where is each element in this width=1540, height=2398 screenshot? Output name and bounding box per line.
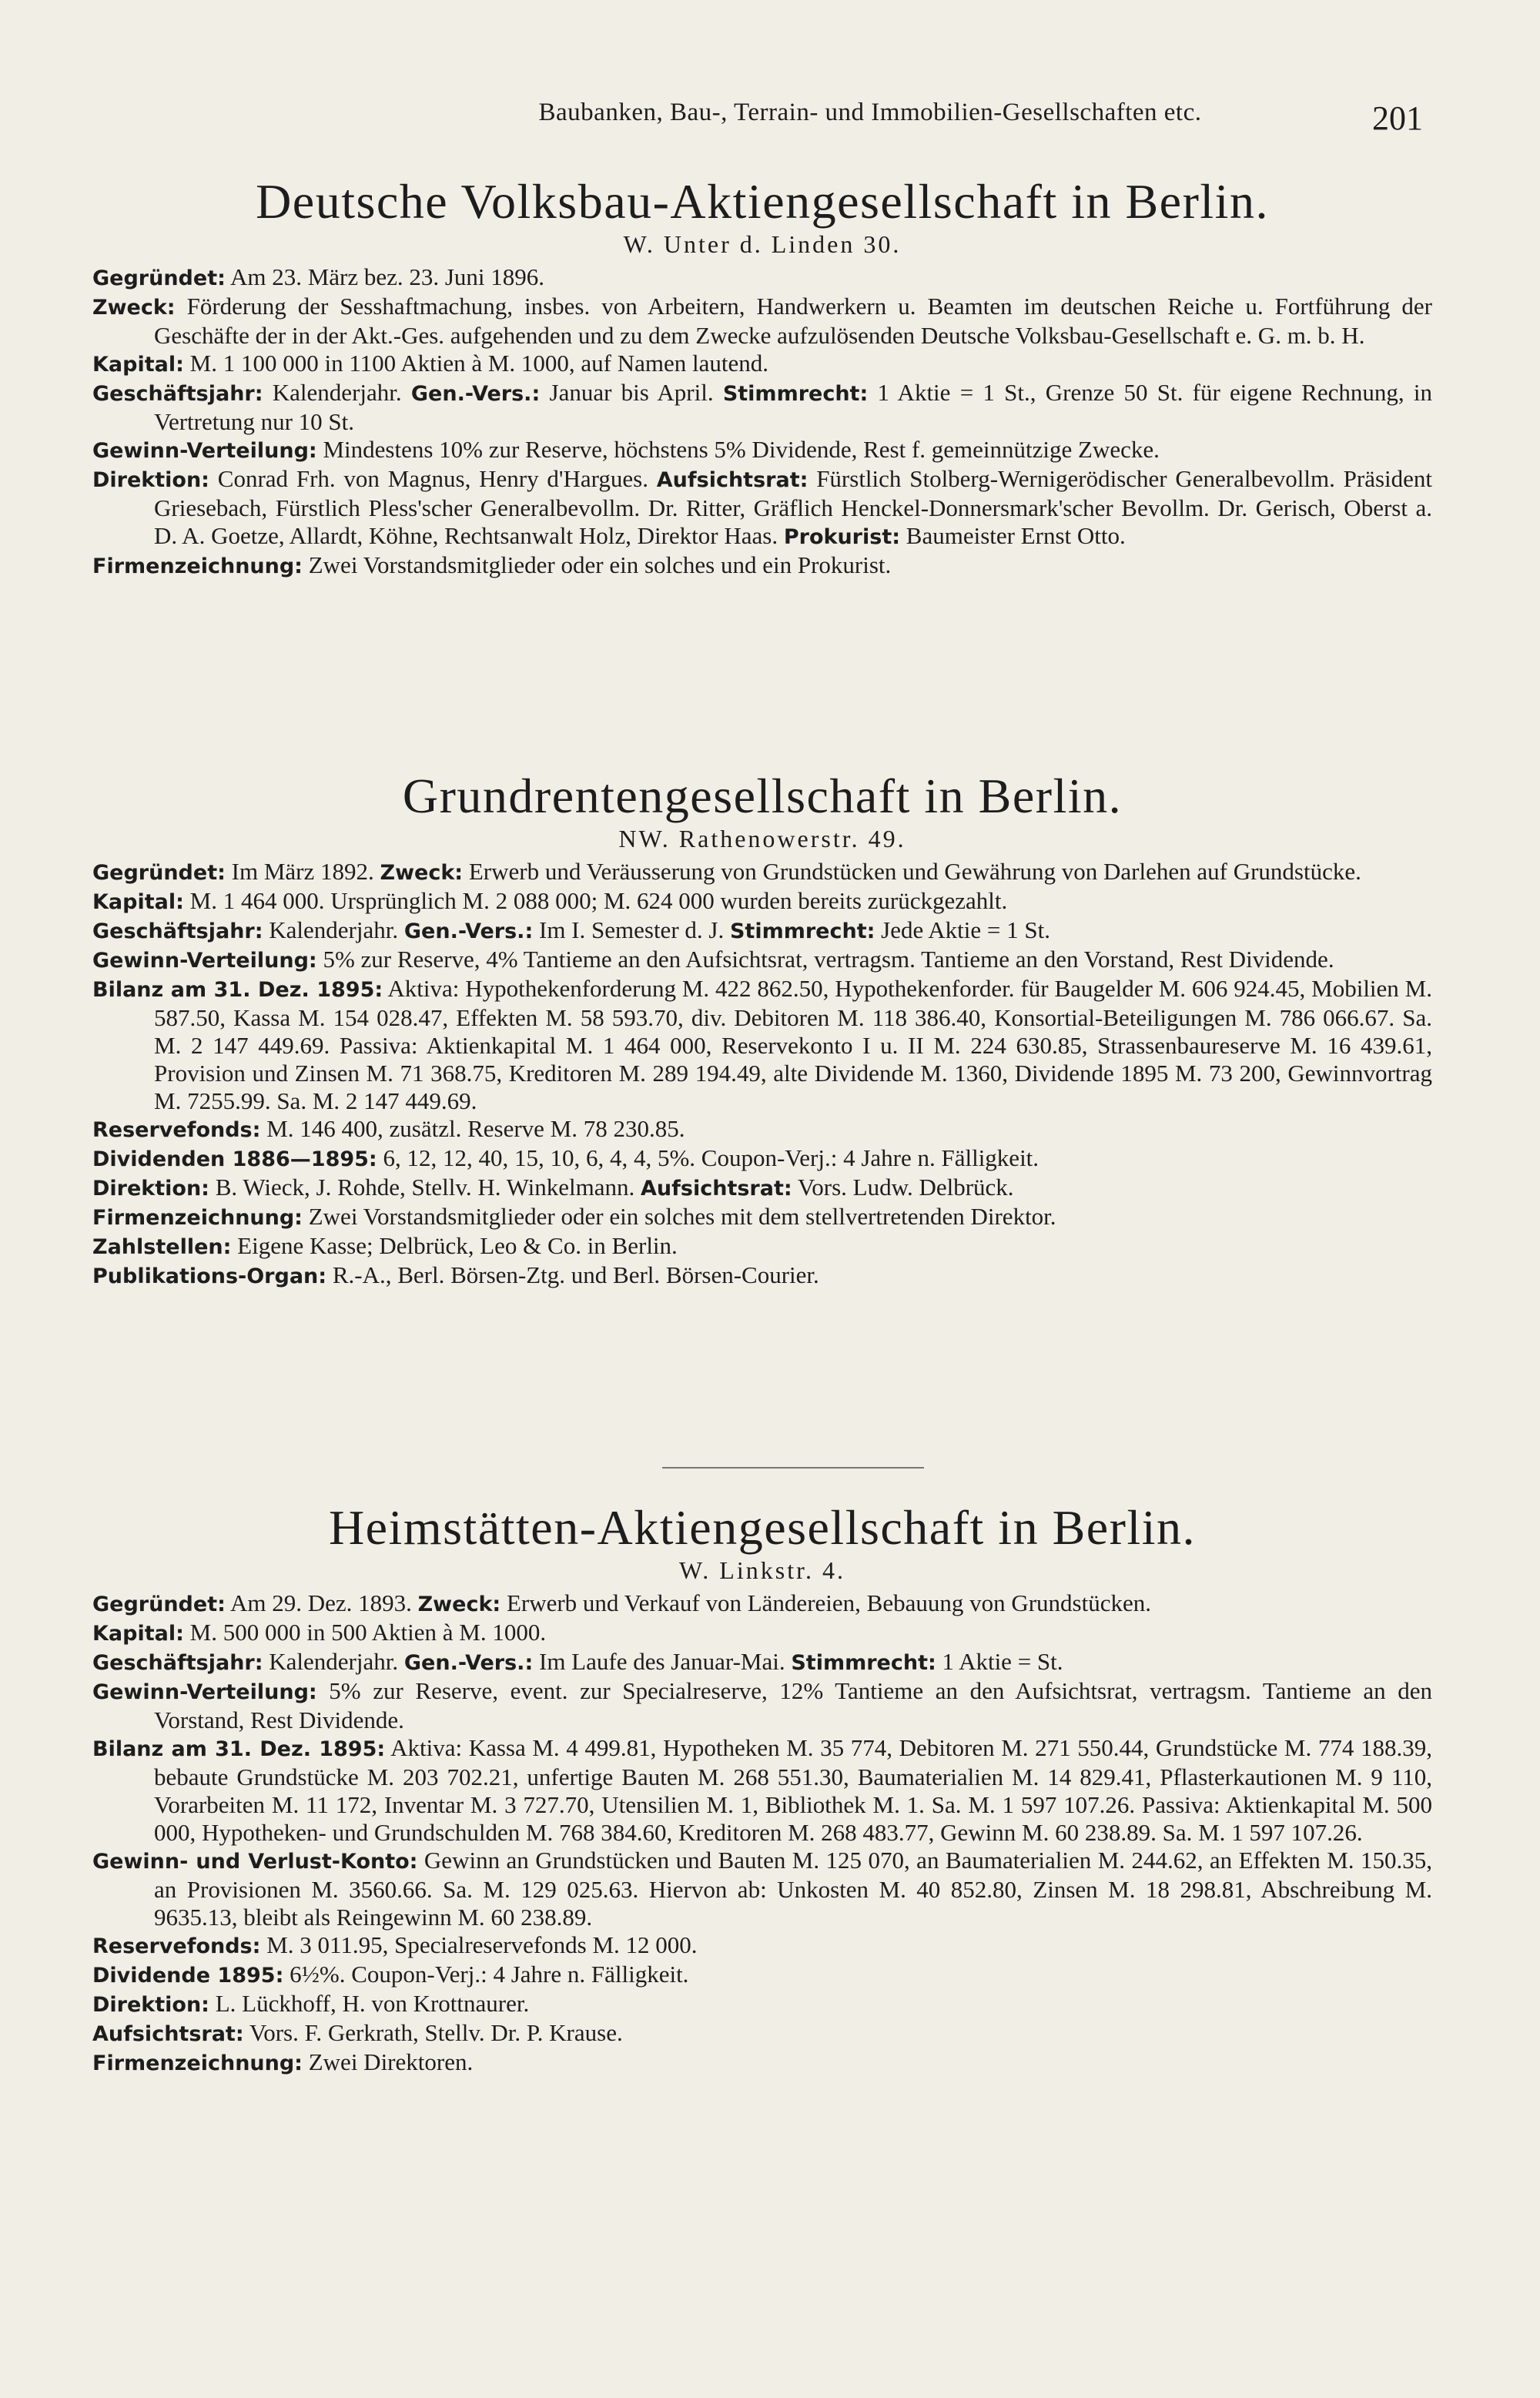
entry-list <box>92 858 1432 1291</box>
entry-gewinn-verteilung: Gewinn-Verteilung: 5% zur Reserve, event. zur Specialreserve, 12% Tantieme an den Aufsichtsrat, vertragsm. Tantieme an den Vorstand, Rest Dividende. <box>92 1677 1432 1734</box>
entry-reservefonds: Reservefonds: M. 3 011.95, Specialreservefonds M. 12 000. <box>92 1931 698 1959</box>
company-address: NW. Rathenowerstr. 49. <box>618 825 906 853</box>
entry-reservefonds: Reservefonds: M. 146 400, zusätzl. Reserve M. 78 230.85. <box>92 1115 685 1143</box>
entry-gegruendet: Gegründet: Am 29. Dez. 1893. Zweck: Erwerb und Verkauf von Ländereien, Bebauung von Grundstücken. <box>92 1589 1151 1617</box>
entry-zweck: Zweck: Förderung der Sesshaftmachung, insbes. von Arbeitern, Handwerkern u. Beamten im deutschen Reiche u. Fortführung der Geschäfte der in der Akt.-Ges. aufgehenden und zu dem Zwecke aufzulösenden Deutsche Volksbau-Gesellschaft e. G. m. b. H. <box>92 293 1432 350</box>
entry-gewinn-verlust-konto: Gewinn- und Verlust-Konto: Gewinn an Grundstücken und Bauten M. 125 070, an Baumaterialien M. 244.62, an Effekten M. 150.35, an Provisionen M. 3560.66. Sa. M. 129 025.63. Hiervon ab: Unkosten M. 40 852.80, Zinsen M. 18 298.81, Abschreibung M. 9635.13, bleibt als Reingewinn M. 60 238.89. <box>92 1847 1432 1931</box>
entry-direktion: Direktion: L. Lückhoff, H. von Krottnaurer. <box>92 1990 530 2018</box>
entry-zahlstellen: Zahlstellen: Eigene Kasse; Delbrück, Leo & Co. in Berlin. <box>92 1232 678 1260</box>
company-section-volksbau <box>92 176 1432 581</box>
entry-firmenzeichnung: Firmenzeichnung: Zwei Vorstandsmitglieder oder ein solches mit dem stellvertretenden Direktor. <box>92 1203 1056 1231</box>
entry-direktion: Direktion: Conrad Frh. von Magnus, Henry d'Hargues. Aufsichtsrat: Fürstlich Stolberg-Wernigerödischer Generalbevollm. Präsident Griesebach, Fürstlich Pless'scher Generalbevollm. Dr. Ritter, Gräflich Henckel-Donnersmark'scher Bevollm. Dr. Gerisch, Oberst a. D. A. Goetze, Allardt, Köhne, Rechtsanwalt Holz, Direktor Haas. Prokurist: Baumeister Ernst Otto. <box>92 465 1432 550</box>
company-title: Deutsche Volksbau-Aktiengesellschaft in Berlin. <box>256 174 1269 229</box>
entry-geschaeftsjahr: Geschäftsjahr: Kalenderjahr. Gen.-Vers.: Januar bis April. Stimmrecht: 1 Aktie = 1 St., Grenze 50 St. für eigene Rechnung, in Vertretung nur 10 St. <box>92 379 1432 436</box>
entry-gewinn-verteilung: Gewinn-Verteilung: 5% zur Reserve, 4% Tantieme an den Aufsichtsrat, vertragsm. Tantieme an den Vorstand, Rest Dividende. <box>92 946 1334 973</box>
entry-kapital: Kapital: M. 1 100 000 in 1100 Aktien à M. 1000, auf Namen lautend. <box>92 350 769 377</box>
company-section-heimstaetten <box>92 1502 1432 2078</box>
entry-geschaeftsjahr: Geschäftsjahr: Kalenderjahr. Gen.-Vers.: Im Laufe des Januar-Mai. Stimmrecht: 1 Aktie = St. <box>92 1648 1063 1676</box>
entry-dividende: Dividende 1895: 6½%. Coupon-Verj.: 4 Jahre n. Fälligkeit. <box>92 1961 689 1988</box>
entry-aufsichtsrat: Aufsichtsrat: Vors. F. Gerkrath, Stellv. Dr. P. Krause. <box>92 2019 623 2047</box>
entry-kapital: Kapital: M. 1 464 000. Ursprünglich M. 2 088 000; M. 624 000 wurden bereits zurückgezahlt. <box>92 887 1008 915</box>
entry-dividenden: Dividenden 1886—1895: 6, 12, 12, 40, 15, 10, 6, 4, 4, 5%. Coupon-Verj.: 4 Jahre n. Fälligkeit. <box>92 1144 1040 1172</box>
section-divider <box>662 1467 924 1469</box>
entry-firmenzeichnung: Firmenzeichnung: Zwei Direktoren. <box>92 2048 474 2076</box>
running-header: Baubanken, Bau-, Terrain- und Immobilien-Gesellschaften etc. <box>538 99 1202 126</box>
company-address: W. Unter d. Linden 30. <box>623 230 902 259</box>
company-address: W. Linkstr. 4. <box>679 1556 845 1585</box>
company-title: Heimstätten-Aktiengesellschaft in Berlin. <box>328 1500 1197 1555</box>
entry-bilanz: Bilanz am 31. Dez. 1895: Aktiva: Hypothekenforderung M. 422 862.50, Hypothekenforder. für Baugelder M. 606 924.45, Mobilien M. 587.50, Kassa M. 154 028.47, Effekten M. 58 593.70, div. Debitoren M. 118 386.40, Konsortial-Beteiligungen M. 786 066.67. Sa. M. 2 147 449.69. Passiva: Aktienkapital M. 1 464 000, Reservekonto I u. II M. 224 630.85, Strassenbaureserve M. 16 439.61, Provision und Zinsen M. 71 368.75, Kreditoren M. 289 194.49, alte Dividende M. 1360, Dividende 1895 M. 73 200, Gewinnvortrag M. 7255.99. Sa. M. 2 147 449.69. <box>92 975 1432 1115</box>
entry-gewinn-verteilung: Gewinn-Verteilung: Mindestens 10% zur Reserve, höchstens 5% Dividende, Rest f. gemeinnützige Zwecke. <box>92 436 1160 464</box>
entry-bilanz: Bilanz am 31. Dez. 1895: Aktiva: Kassa M. 4 499.81, Hypotheken M. 35 774, Debitoren M. 271 550.44, Grundstücke M. 774 188.39, bebaute Grundstücke M. 203 702.21, unfertige Bauten M. 268 551.30, Baumaterialien M. 14 829.41, Pflasterkautionen M. 9 110, Vorarbeiten M. 11 172, Inventar M. 3 727.70, Utensilien M. 1, Bibliothek M. 1. Sa. M. 1 597 107.26. Passiva: Aktienkapital M. 500 000, Hypotheken- und Grundschulden M. 768 384.60, Kreditoren M. 268 483.77, Gewinn M. 60 238.89. Sa. M. 1 597 107.26. <box>92 1734 1432 1847</box>
entry-kapital: Kapital: M. 500 000 in 500 Aktien à M. 1000. <box>92 1619 547 1646</box>
entry-firmenzeichnung: Firmenzeichnung: Zwei Vorstandsmitglieder oder ein solches und ein Prokurist. <box>92 551 892 579</box>
entry-list <box>92 1589 1432 2078</box>
page-number: 201 <box>1372 99 1423 137</box>
entry-gegruendet: Gegründet: Am 23. März bez. 23. Juni 1896. <box>92 263 545 291</box>
entry-gegruendet: Gegründet: Im März 1892. Zweck: Erwerb und Veräusserung von Grundstücken und Gewährung von Darlehen auf Grundstücke. <box>92 858 1361 886</box>
entry-publikations-organ: Publikations-Organ: R.-A., Berl. Börsen-Ztg. und Berl. Börsen-Courier. <box>92 1261 819 1289</box>
entry-geschaeftsjahr: Geschäftsjahr: Kalenderjahr. Gen.-Vers.: Im I. Semester d. J. Stimmrecht: Jede Aktie = 1 St. <box>92 916 1050 944</box>
company-section-grundrenten <box>92 770 1432 1291</box>
entry-list <box>92 263 1432 581</box>
company-title: Grundrentengesellschaft in Berlin. <box>402 769 1123 823</box>
entry-direktion: Direktion: B. Wieck, J. Rohde, Stellv. H. Winkelmann. Aufsichtsrat: Vors. Ludw. Delbrück. <box>92 1174 1014 1201</box>
